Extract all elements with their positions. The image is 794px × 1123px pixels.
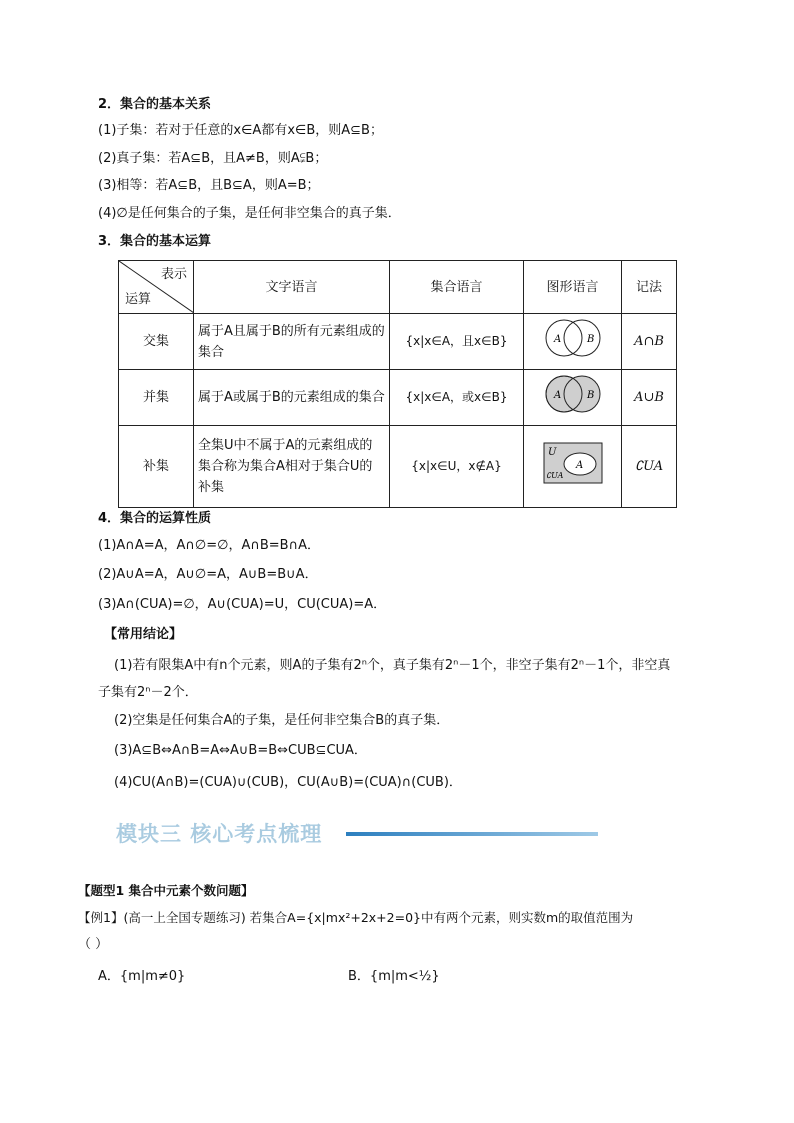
corner-cell [119, 261, 194, 314]
option-a[interactable] [98, 967, 185, 987]
conclusion-3: (3)A⊆B⇔A∩B=A⇔A∪B=B⇔CUB⊆CUA． [114, 743, 367, 758]
header-set-language: 集合语言 [390, 261, 524, 314]
section-4-line-3: (3)A∩(CUA)=∅，A∪(CUA)=U，CU(CUA)=A． [98, 597, 387, 612]
conclusions-title: 【常用结论】 [104, 627, 183, 642]
option-b[interactable] [348, 967, 440, 987]
set-operations-table [118, 260, 677, 508]
venn-label-b: B [586, 334, 594, 345]
header-graph-language: 图形语言 [524, 261, 622, 314]
op-notation: A∪B [622, 370, 677, 426]
section-4-line-2: (2)A∪A=A，A∪∅=A，A∪B=B∪A． [98, 567, 318, 582]
corner-bottom-label: 运算 [125, 292, 152, 307]
module-banner-rule [346, 832, 598, 836]
header-text-language: 文字语言 [194, 261, 390, 314]
op-notation: A∩B [622, 314, 677, 370]
op-set: {x|x∈A，或x∈B} [390, 370, 524, 426]
table-row [119, 370, 677, 426]
option-a-text: A．{m|m≠0} [98, 969, 186, 984]
op-text: 全集U中不属于A的元素组成的集合称为集合A相对于集合U的补集 [194, 426, 390, 508]
venn-complement [540, 441, 606, 485]
section-2-line-2: (2)真子集：若A⊆B，且A≠B，则A⫋B； [98, 151, 328, 166]
conclusion-2: (2)空集是任何集合A的子集，是任何非空集合B的真子集． [114, 713, 450, 728]
venn-label-a: A [553, 334, 561, 345]
section-2-line-1: (1)子集：若对于任意的x∈A都有x∈B，则A⊆B； [98, 123, 383, 138]
venn-label-complement: ∁UA [545, 471, 563, 480]
section-2-title: 2．集合的基本关系 [98, 97, 212, 112]
section-2-line-4: (4)∅是任何集合的子集，是任何非空集合的真子集． [98, 206, 401, 221]
op-venn [524, 370, 622, 426]
section-3-title: 3．集合的基本运算 [98, 234, 212, 249]
table-header-row [119, 261, 677, 314]
op-set: {x|x∈A，且x∈B} [390, 314, 524, 370]
example-stem: 【例1】(高一上全国专题练习) 若集合A={x|mx²+2x+2=0}中有两个元素，则实数m的取值范围为 [78, 910, 634, 925]
op-text: 属于A或属于B的元素组成的集合 [194, 370, 390, 426]
op-name: 补集 [119, 426, 194, 508]
venn-label-u: U [547, 447, 556, 458]
venn-union [540, 373, 606, 415]
op-set: {x|x∈U，x∉A} [390, 426, 524, 508]
corner-top-label: 表示 [160, 267, 187, 282]
example-brackets: （ ） [78, 937, 109, 952]
section-4-line-1: (1)A∩A=A，A∩∅=∅，A∩B=B∩A． [98, 538, 320, 553]
venn-intersection [540, 317, 606, 359]
op-text: 属于A且属于B的所有元素组成的集合 [194, 314, 390, 370]
op-name: 交集 [119, 314, 194, 370]
conclusion-4: (4)CU(A∩B)=(CUA)∪(CUB)，CU(A∪B)=(CUA)∩(CUB)． [114, 775, 462, 790]
venn-label-a: A [575, 460, 583, 471]
conclusion-1b: 子集有2ⁿ－2个． [98, 685, 198, 700]
section-2-line-3: (3)相等：若A⊆B，且B⊆A，则A=B； [98, 178, 320, 193]
conclusion-1a: (1)若有限集A中有n个元素，则A的子集有2ⁿ个，真子集有2ⁿ－1个，非空子集有2ⁿ－1个，非空真 [114, 658, 671, 673]
op-venn [524, 314, 622, 370]
option-b-text: B．{m|m<½} [348, 969, 440, 984]
op-name: 并集 [119, 370, 194, 426]
venn-label-b: B [586, 390, 594, 401]
venn-label-a: A [553, 390, 561, 401]
header-notation: 记法 [622, 261, 677, 314]
op-notation: ∁UA [622, 426, 677, 508]
table-row [119, 426, 677, 508]
module-banner-title: 模块三 核心考点梳理 [116, 822, 323, 846]
op-venn [524, 426, 622, 508]
table-row [119, 314, 677, 370]
section-4-title: 4．集合的运算性质 [98, 511, 212, 526]
question-type-title: 【题型1 集合中元素个数问题】 [78, 883, 254, 898]
